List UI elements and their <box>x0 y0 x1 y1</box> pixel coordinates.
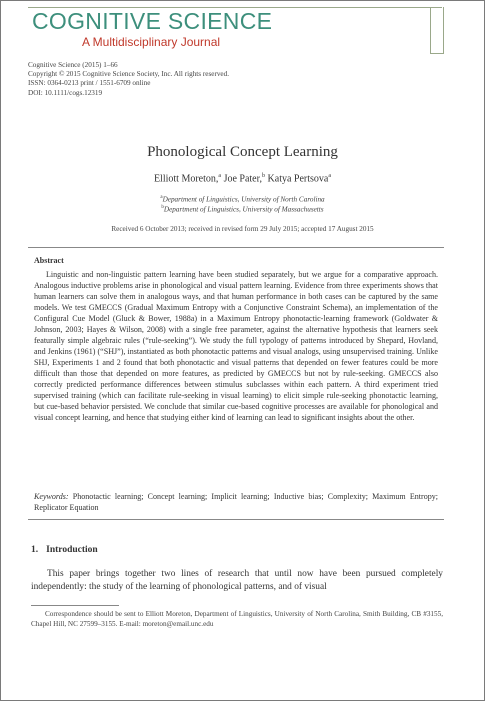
section-heading <box>31 545 98 555</box>
keywords-label: Keywords: <box>34 492 69 501</box>
affiliation-mark: a <box>160 195 163 200</box>
abstract-heading: Abstract <box>34 256 64 265</box>
keywords-text: Phonotactic learning; Concept learning; Implicit learning; Inductive bias; Complexity; Maximum Entropy; Replicator Equation <box>34 492 438 512</box>
issn: ISSN: 0364-0213 print / 1551-6709 online <box>28 79 151 88</box>
author-affil-mark: a <box>328 173 332 179</box>
author-affil-mark: a <box>218 173 222 179</box>
journal-name: COGNITIVE SCIENCE <box>32 8 273 34</box>
copyright: Copyright © 2015 Cognitive Science Society, Inc. All rights reserved. <box>28 70 230 79</box>
correspondence-footnote: Correspondence should be sent to Elliott Moreton, Department of Linguistics, University of North Carolina, Smith Building, CB #3155, Chapel Hill, NC 27599–3155. E-mail: moreton@email.unc.edu <box>31 610 443 628</box>
section-number: 1. <box>31 545 39 555</box>
received-dates: Received 6 October 2013; received in revised form 29 July 2015; accepted 17 August 2015 <box>111 225 374 233</box>
masthead-box <box>430 7 444 54</box>
intro-paragraph: This paper brings together two lines of research that until now have been pursued completely independently: the study of the learning of phonological patterns, and of visual <box>31 569 443 592</box>
author-name: Katya Pertsova <box>267 173 329 185</box>
journal-subtitle: A Multidisciplinary Journal <box>82 35 221 49</box>
abstract-top-rule <box>28 247 444 248</box>
author-list <box>1 173 484 184</box>
section-title: Introduction <box>46 545 98 555</box>
affiliation <box>1 195 484 203</box>
journal-masthead <box>28 5 444 55</box>
keywords <box>34 491 438 513</box>
footnote-rule <box>31 605 119 606</box>
author-name: Elliott Moreton, <box>153 173 219 185</box>
affiliation-text: Department of Linguistics, University of North Carolina <box>162 195 325 204</box>
article-page <box>1 1 484 700</box>
abstract-body: Linguistic and non-linguistic pattern learning have been studied separately, but we argue for a comparative approach. Analogous inductive problems arise in phonological and visual pattern learning. Evidence from three experiments shows that human learners can solve them in analogous ways, and that human performance in both cases can be captured by the same models. We test GMECCS (Gradual Maximum Entropy with a Conjunctive Constraint Schema), an implementation of the Configural Cue Model (Gluck & Bower, 1988a) in a Maximum Entropy phonotactic-learning framework (Goldwater & Johnson, 2003; Hayes & Wilson, 2008) with a single free parameter, against the alternative hypothesis that learners seek featurally simple algebraic rules (“rule-seeking”). We study the full typology of patterns introduced by Shepard, Hovland, and Jenkins (1961) (“SHJ”), instantiated as both phonotactic patterns and visual analogs, using unsupervised training. Unlike SHJ, Experiments 1 and 2 found that both phonotactic and visual patterns that depended on fewer features could be more difficult than those that depended on more features, as predicted by GMECCS but not by rule-seeking. GMECCS also correctly predicted performance differences between stimulus subclasses within each pattern. A third experiment tried supervised training (which can facilitate rule-seeking in visual learning) to elicit simple rule-seeking phonotactic learning, but cue-based behavior persisted. We conclude that similar cue-based cognitive processes are available for phonological and visual concept learning, and hence that studying either kind of learning can lead to significant insights about the other. <box>34 270 438 422</box>
author-affil-mark: b <box>262 173 266 179</box>
citation: Cognitive Science (2015) 1–66 <box>28 61 118 69</box>
affiliation-text: Department of Linguistics, University of Massachusetts <box>163 205 324 214</box>
affiliation <box>1 205 484 213</box>
doi: DOI: 10.1111/cogs.12319 <box>28 88 103 97</box>
article-title: Phonological Concept Learning <box>147 144 338 160</box>
article-meta <box>28 61 229 98</box>
author-name: Joe Pater, <box>223 173 263 185</box>
abstract-bottom-rule <box>28 519 444 520</box>
affiliation-mark: b <box>161 205 164 210</box>
